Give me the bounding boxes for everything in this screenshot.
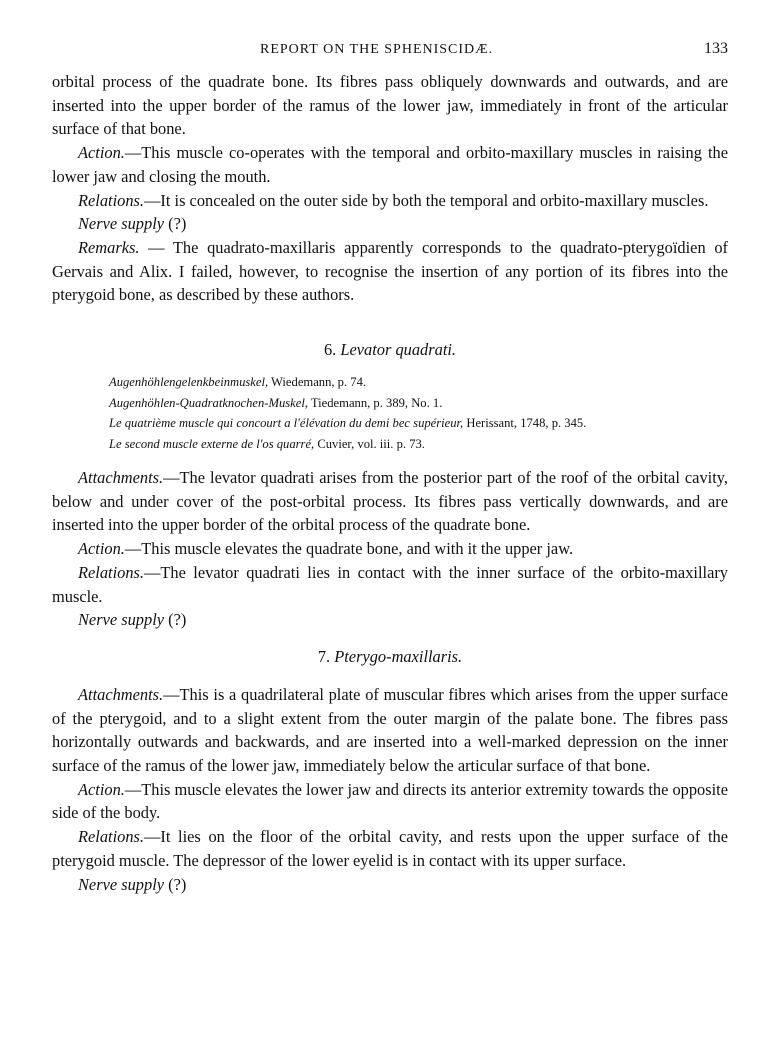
nerve-supply-label: Nerve supply xyxy=(78,610,165,630)
relations-paragraph xyxy=(52,825,728,872)
section-number: 6. xyxy=(323,340,337,360)
attachments-label: Attachments. xyxy=(78,684,164,704)
attachments-paragraph xyxy=(52,466,728,537)
section-heading-levator-quadrati xyxy=(52,340,728,360)
action-paragraph xyxy=(52,778,728,825)
action-text: —This muscle elevates the quadrate bone, and with it the upper jaw. xyxy=(124,539,574,559)
section-title: Pterygo-maxillaris. xyxy=(334,646,463,666)
nerve-supply-text: (?) xyxy=(164,874,187,894)
relations-text: —It is concealed on the outer side by both the temporal and orbito-maxillary muscles. xyxy=(144,190,709,210)
reference-name: Augenhöhlengelenkbeinmuskel, xyxy=(109,375,269,390)
nerve-supply-text: (?) xyxy=(164,610,187,630)
nerve-supply-paragraph xyxy=(52,608,728,632)
attachments-paragraph xyxy=(52,683,728,778)
attachments-label: Attachments. xyxy=(78,468,164,488)
reference-name: Le second muscle externe de l'os quarré, xyxy=(109,436,315,451)
nerve-supply-label: Nerve supply xyxy=(78,214,165,234)
document-page xyxy=(52,38,728,896)
relations-paragraph xyxy=(52,189,728,213)
action-text: —This muscle co-operates with the temporal and orbito-maxillary muscles in raising the lower jaw and closing the mouth. xyxy=(52,143,728,186)
nerve-supply-paragraph xyxy=(52,873,728,897)
attachments-text: —The levator quadrati arises from the posterior part of the roof of the orbital cavity, below and under cover of the post-orbital process. Its fibres pass vertically downwards, and are inserted into the upper border of the orbital process of the quadrate bone. xyxy=(52,468,728,535)
reference-source: Cuvier, vol. iii. p. 73. xyxy=(314,436,425,451)
reference-source: Tiedemann, p. 389, No. 1. xyxy=(308,395,443,410)
reference-name: Augenhöhlen-Quadratknochen-Muskel, xyxy=(109,395,308,410)
reference-item xyxy=(109,434,728,455)
relations-text: —It lies on the floor of the orbital cavity, and rests upon the upper surface of the pterygoid muscle. The depressor of the lower eyelid is in contact with its upper surface. xyxy=(52,827,728,870)
remarks-paragraph xyxy=(52,236,728,307)
remarks-text: — The quadrato-maxillaris apparently corresponds to the quadrato-pterygoïdien of Gervais and Alix. I failed, however, to recognise the insertion of any portion of its fibres into the pterygoid bone, as described by these authors. xyxy=(52,237,728,305)
action-text: —This muscle elevates the lower jaw and directs its anterior extremity towards the opposite side of the body. xyxy=(52,779,728,823)
reference-source: Herissant, 1748, p. 345. xyxy=(463,416,587,431)
synonymy-references xyxy=(52,372,728,454)
relations-label: Relations. xyxy=(78,562,145,582)
action-paragraph xyxy=(52,537,728,561)
action-label: Action. xyxy=(78,539,125,559)
section-title: Levator quadrati. xyxy=(340,340,457,360)
action-paragraph xyxy=(52,141,728,188)
reference-item xyxy=(109,372,728,393)
nerve-supply-label: Nerve supply xyxy=(78,874,165,894)
relations-label: Relations. xyxy=(78,827,145,847)
reference-name: Le quatrième muscle qui concourt a l'élévation du demi bec supérieur, xyxy=(109,416,464,431)
action-label: Action. xyxy=(78,779,125,799)
action-label: Action. xyxy=(78,143,125,163)
running-title: REPORT ON THE SPHENISCIDÆ. xyxy=(260,42,494,57)
running-header xyxy=(52,38,728,62)
nerve-supply-text: (?) xyxy=(164,214,187,234)
attachments-text: —This is a quadrilateral plate of muscular fibres which arises from the upper surface of the pterygoid, and to a slight extent from the outer margin of the palate bone. The fibres pass horizontally outwards and backwards, and are inserted into a well-marked depression on the inner surface of the ramus of the lower jaw, immediately below the articular surface of that bone. xyxy=(52,684,728,776)
section-heading-pterygo-maxillaris xyxy=(52,647,728,667)
reference-source: Wiedemann, p. 74. xyxy=(268,375,367,390)
page-number: 133 xyxy=(704,40,728,57)
relations-paragraph xyxy=(52,561,728,608)
relations-text: —The levator quadrati lies in contact with the inner surface of the orbito-maxillary muscle. xyxy=(52,562,728,606)
continuation-paragraph: orbital process of the quadrate bone. Its fibres pass obliquely downwards and outwards, and are inserted into the upper border of the ramus of the lower jaw, immediately in front of the articular surface of that bone. xyxy=(52,72,728,139)
relations-label: Relations. xyxy=(78,190,145,210)
remarks-label: Remarks. xyxy=(78,237,140,257)
reference-item xyxy=(109,413,728,434)
nerve-supply-paragraph xyxy=(52,212,728,236)
section-number: 7. xyxy=(317,646,331,666)
reference-item xyxy=(109,393,728,414)
